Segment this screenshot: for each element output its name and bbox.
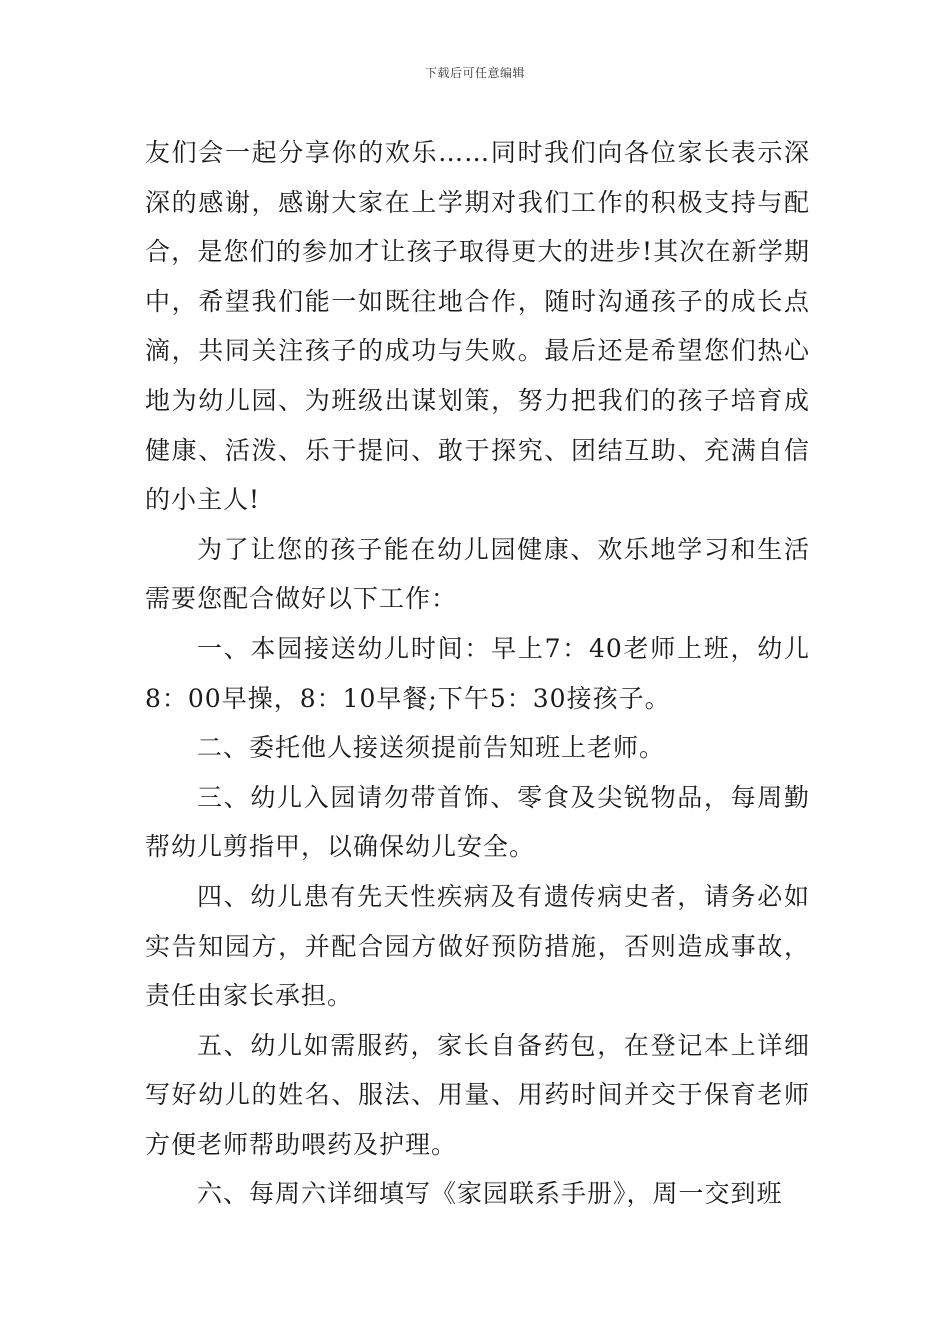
rule-item-4: 四、幼儿患有先天性疾病及有遗传病史者，请务必如实告知园方，并配合园方做好预防措施，否则造成事故，责任由家长承担。 (145, 881, 810, 1011)
rule-item-3: 三、幼儿入园请勿带首饰、零食及尖锐物品，每周勤帮幼儿剪指甲，以确保幼儿安全。 (145, 782, 810, 862)
rule-item-1: 一、本园接送幼儿时间：早上7：40老师上班，幼儿8：00早操，8：10早餐;下午5：30接孩子。 (145, 633, 810, 713)
page-header-note: 下载后可任意编辑 (424, 66, 525, 80)
document-body (145, 128, 810, 1219)
rule-item-5: 五、幼儿如需服药，家长自备药包，在登记本上详细写好幼儿的姓名、服法、用量、用药时间并交于保育老师方便老师帮助喂药及护理。 (145, 1030, 810, 1159)
paragraph-closing-remarks: 友们会一起分享你的欢乐……同时我们向各位家长表示深深的感谢，感谢大家在上学期对我们工作的积极支持与配合，是您们的参加才让孩子取得更大的进步!其次在新学期中，希望我们能一如既往地合作，随时沟通孩子的成长点滴，共同关注孩子的成功与失败。最后还是希望您们热心地为幼儿园、为班级出谋划策，努力把我们的孩子培育成健康、活泼、乐于提问、敢于探究、团结互助、充满自信的小主人! (145, 138, 810, 515)
rule-item-6: 六、每周六详细填写《家园联系手册》，周一交到班 (197, 1179, 783, 1209)
paragraph-cooperation-intro: 为了让您的孩子能在幼儿园健康、欢乐地学习和生活需要您配合做好以下工作： (145, 534, 810, 614)
rule-item-2: 二、委托他人接送须提前告知班上老师。 (197, 733, 666, 763)
